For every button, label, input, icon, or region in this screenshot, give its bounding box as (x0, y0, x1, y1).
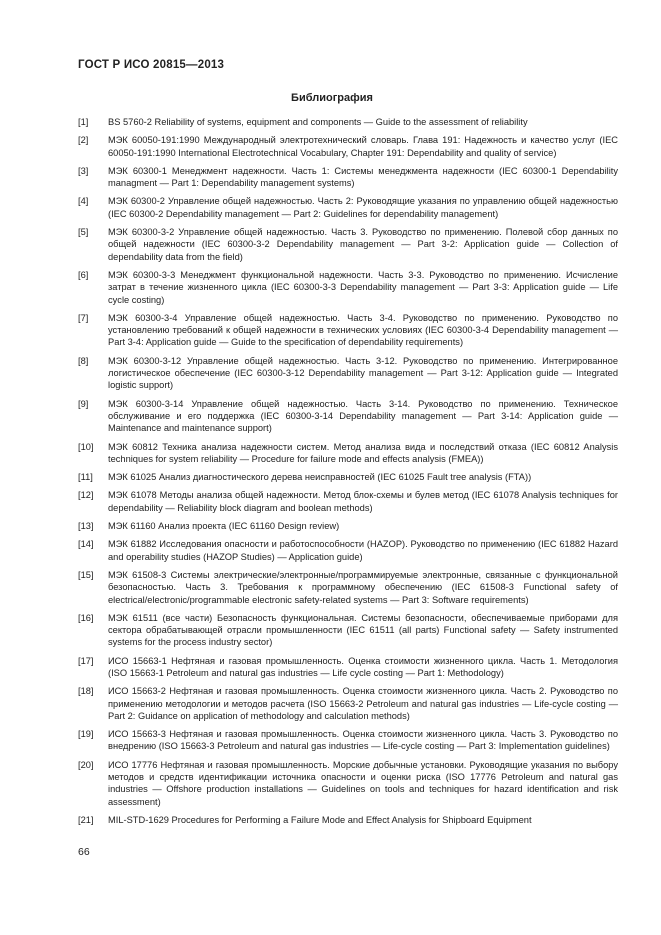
reference-number: [5] (78, 227, 89, 238)
reference-item-15 (78, 569, 618, 606)
reference-text: МЭК 61160 Анализ проекта (IEC 61160 Design review) (108, 521, 340, 532)
reference-text: МЭК 61078 Методы анализа общей надежности. Метод блок-схемы и булев метод (IEC 61078 Analysis techniques for dependability — Reliability block diagram and boolean methods) (108, 490, 618, 513)
reference-number: [20] (78, 759, 94, 770)
page-number: 66 (78, 846, 90, 858)
reference-text: МЭК 61511 (все части) Безопасность функциональная. Системы безопасности, обеспечиваемые приборами для сектора обрабатывающей отрасли промышленности (IEC 61511 (all parts) Functional safety — Safety instrumented systems for the process industry sector) (108, 612, 618, 648)
reference-item-6 (78, 269, 618, 306)
reference-item-20 (78, 759, 618, 808)
reference-text: МЭК 60812 Техника анализа надежности систем. Метод анализа вида и последствий отказа (IEC 60812 Analysis techniques for system reliability — Procedure for failure mode and effects analysis (FMEA)) (108, 441, 618, 464)
reference-number: [12] (78, 490, 94, 501)
reference-text: ИСО 15663-3 Нефтяная и газовая промышленность. Оценка стоимости жизненного цикла. Часть 3. Руководство по внедрению (ISO 15663-3 Petroleum and natural gas industries — Life-cycle costing — Part 3: Implementation guidelines) (108, 729, 618, 752)
reference-item-14 (78, 538, 618, 563)
reference-text: BS 5760-2 Reliability of systems, equipment and components — Guide to the assessment of reliability (108, 117, 528, 127)
reference-number: [6] (78, 269, 89, 280)
reference-item-12 (78, 489, 618, 514)
reference-number: [21] (78, 814, 94, 825)
reference-number: [15] (78, 569, 94, 580)
reference-item-3 (78, 165, 618, 190)
reference-text: МЭК 61882 Исследования опасности и работоспособности (HAZOP). Руководство по применению (IEC 61882 Hazard and operability studies (HAZOP Studies) — Application guide) (108, 539, 618, 562)
reference-item-9 (78, 398, 618, 435)
reference-item-18 (78, 685, 618, 722)
reference-item-13 (78, 520, 618, 532)
reference-text: МЭК 60300-2 Управление общей надежностью. Часть 2: Руководящие указания по управлению общей надежностью (IEC 60300-2 Dependability management — Part 2: Guidelines for dependability management) (108, 196, 618, 219)
reference-number: [7] (78, 312, 89, 323)
reference-text: МЭК 60300-1 Менеджмент надежности. Часть 1: Системы менеджмента надежности (IEC 60300-1 Dependability managment — Part 1: Dependability management systems) (108, 165, 618, 189)
reference-text: МЭК 61508-3 Системы электрические/электронные/программируемые электронные, связанные с функциональной безопасностью. Часть 3. Требования к программному обеспечению (IEC 61508-3 Functional safety of electrical/electronic/programmable electronic safety-related systems — Part 3: Software requirements) (108, 569, 618, 605)
reference-text: MIL-STD-1629 Procedures for Performing a Failure Mode and Effect Analysis for Shipboard Equipment (108, 814, 532, 825)
reference-text: ИСО 15663-2 Нефтяная и газовая промышленность. Оценка стоимости жизненного цикла. Часть 2. Руководство по применению методологии и методов расчета (ISO 15663-2 Petroleum and natural gas industries — Life-cycle costing — Part 2: Guidance on application of methodology and calculation methods) (108, 686, 618, 721)
reference-item-1 (78, 116, 618, 128)
reference-number: [4] (78, 196, 89, 207)
reference-item-19 (78, 728, 618, 753)
reference-number: [9] (78, 398, 89, 409)
reference-text: МЭК 60300-3-12 Управление общей надежностью. Часть 3-12. Руководство по применению. Интегрированное логистическое обеспечение (IEC 60300-3-12 Dependability management — Part 3-12: Application guide — Integrated logistic support) (108, 355, 618, 391)
bibliography-title: Библиография (291, 92, 373, 104)
reference-number: [17] (78, 655, 94, 666)
reference-item-11 (78, 471, 618, 483)
reference-item-8 (78, 355, 618, 392)
reference-text: МЭК 60300-3-3 Менеджмент функциональной надежности. Часть 3-3. Руководство по применению. Исчисление затрат в течение жизненного цикла (IEC 60300-3-3 Dependability management — Part 3-3: Application guide — Life cycle costing) (108, 269, 618, 305)
reference-text: МЭК 60300-3-4 Управление общей надежностью. Часть 3-4. Руководство по применению. Руководство по установлению требований к общей надежности в технических условиях (IEC 60300-3-4 Dependability management — Part 3-4: Application guide — Guide to the specification of dependability requirements) (108, 312, 618, 348)
reference-item-21 (78, 814, 618, 826)
reference-text: МЭК 60050-191:1990 Международный электротехнический словарь. Глава 191: Надежность и качество услуг (IEC 60050-191:1990 International Electrotechnical Vocabulary, Chapter 191: Dependability and quality of service) (108, 135, 618, 158)
reference-number: [8] (78, 355, 89, 366)
reference-item-10 (78, 441, 618, 466)
reference-number: [18] (78, 686, 94, 697)
reference-number: [19] (78, 729, 94, 740)
reference-number: [13] (78, 521, 94, 532)
reference-text: МЭК 61025 Анализ диагностического дерева неисправностей (IEC 61025 Fault tree analysis (FTA)) (108, 472, 532, 483)
reference-item-17 (78, 655, 618, 680)
document-header: ГОСТ Р ИСО 20815—2013 (78, 59, 225, 71)
reference-item-5 (78, 226, 618, 263)
reference-item-2 (78, 134, 618, 159)
reference-number: [2] (78, 135, 89, 146)
reference-item-4 (78, 195, 618, 220)
reference-item-7 (78, 312, 618, 349)
reference-list (78, 116, 618, 832)
reference-number: [11] (78, 472, 93, 483)
reference-text: МЭК 60300-3-2 Управление общей надежностью. Часть 3. Руководство по применению. Полевой сбор данных по общей надежности (IEC 60300-3-2 Dependability management — Part 3-2: Application guide — Collection of dependability data from the field) (108, 227, 618, 262)
reference-item-16 (78, 612, 618, 649)
reference-text: ИСО 17776 Нефтяная и газовая промышленность. Морские добычные установки. Руководящие указания по выбору методов и средств идентификации источника опасности и оценки риска (ISO 17776 Petroleum and natural gas industries — Offshore production installations — Guidelines on tools and techniques for hazard identification and risk assessment) (108, 759, 618, 807)
reference-number: [16] (78, 612, 94, 623)
reference-text: МЭК 60300-3-14 Управление общей надежностью. Часть 3-14. Руководство по применению. Техническое обслуживание и его поддержка (IEC 60300-3-14 Dependability management — Part 3-14: Application guide — Maintenance and maintenance support) (108, 398, 618, 434)
reference-number: [10] (78, 441, 94, 452)
reference-number: [14] (78, 539, 94, 550)
reference-number: [3] (78, 165, 89, 176)
reference-text: ИСО 15663-1 Нефтяная и газовая промышленность. Оценка стоимости жизненного цикла. Часть 1. Методология (ISO 15663-1 Petroleum and natural gas industries — Life cycle costing — Part 1: Methodology) (108, 655, 618, 678)
reference-number: [1] (78, 117, 89, 127)
